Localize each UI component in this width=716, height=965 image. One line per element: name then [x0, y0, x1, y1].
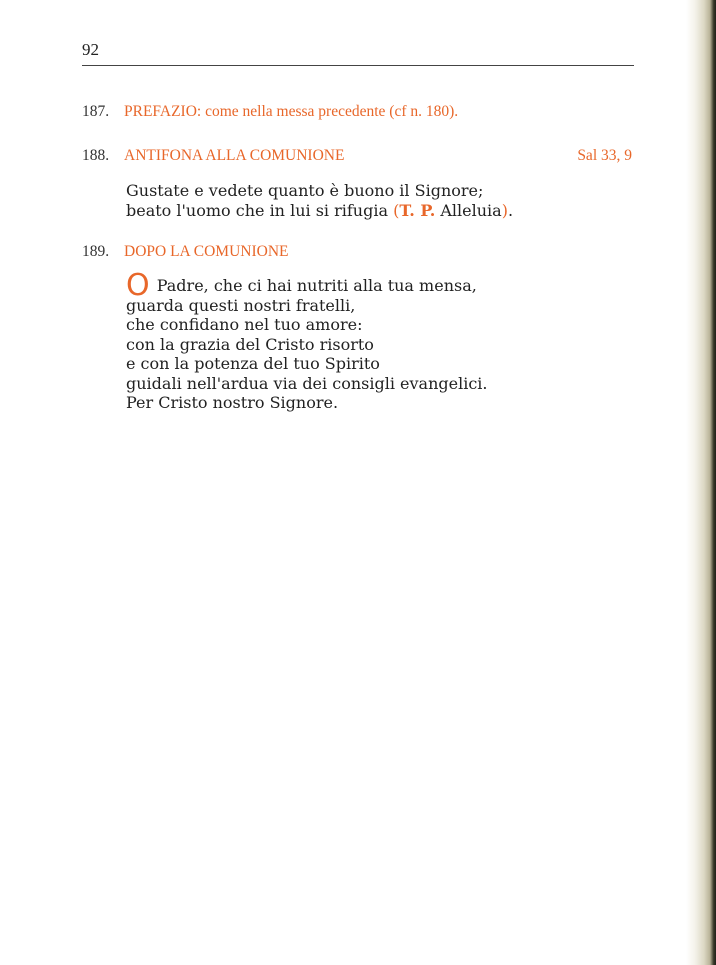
prayer-line: guarda questi nostri fratelli, [126, 295, 356, 315]
drop-cap: O [126, 268, 150, 303]
antiphon-text: beato l'uomo che in lui si rifugia [126, 200, 394, 220]
psalm-reference: Sal 33, 9 [577, 147, 632, 164]
prayer-line: con la grazia del Cristo risorto [126, 334, 374, 354]
prayer-line: che confidano nel tuo amore: [126, 315, 363, 334]
paren-open: ( [393, 200, 400, 220]
item-title: ANTIFONA ALLA COMUNIONE [124, 147, 345, 164]
period: . [507, 200, 514, 220]
alleluia-text: Alleluia [435, 200, 502, 220]
prayer-line: Per Cristo nostro Signore. [126, 393, 339, 412]
item-187 [82, 103, 458, 121]
paren-close: ) [501, 200, 508, 220]
item-189 [82, 243, 288, 261]
page-binding-edge [686, 0, 716, 965]
post-communion-prayer [126, 268, 488, 413]
prayer-line: e con la potenza del tuo Spirito [126, 354, 380, 373]
item-188 [82, 147, 344, 165]
communion-antiphon [126, 181, 513, 220]
item-number: 189. [82, 243, 110, 260]
page-number: 92 [82, 40, 99, 59]
item-number: 188. [82, 147, 110, 164]
item-number: 187. [82, 103, 110, 120]
header-rule [82, 65, 634, 66]
prayer-line: guidali nell'ardua via dei consigli evangelici. [126, 373, 488, 393]
antiphon-line [126, 201, 513, 221]
prayer-text: Padre, che ci hai nutriti alla tua mensa, [151, 276, 477, 295]
prayer-line [126, 268, 487, 303]
antiphon-line: Gustate e vedete quanto è buono il Signore; [126, 181, 484, 200]
tempus-paschale-label: T. P. [399, 200, 436, 220]
item-title: PREFAZIO: come nella messa precedente (cf n. 180). [124, 103, 459, 120]
item-title: DOPO LA COMUNIONE [124, 243, 289, 260]
